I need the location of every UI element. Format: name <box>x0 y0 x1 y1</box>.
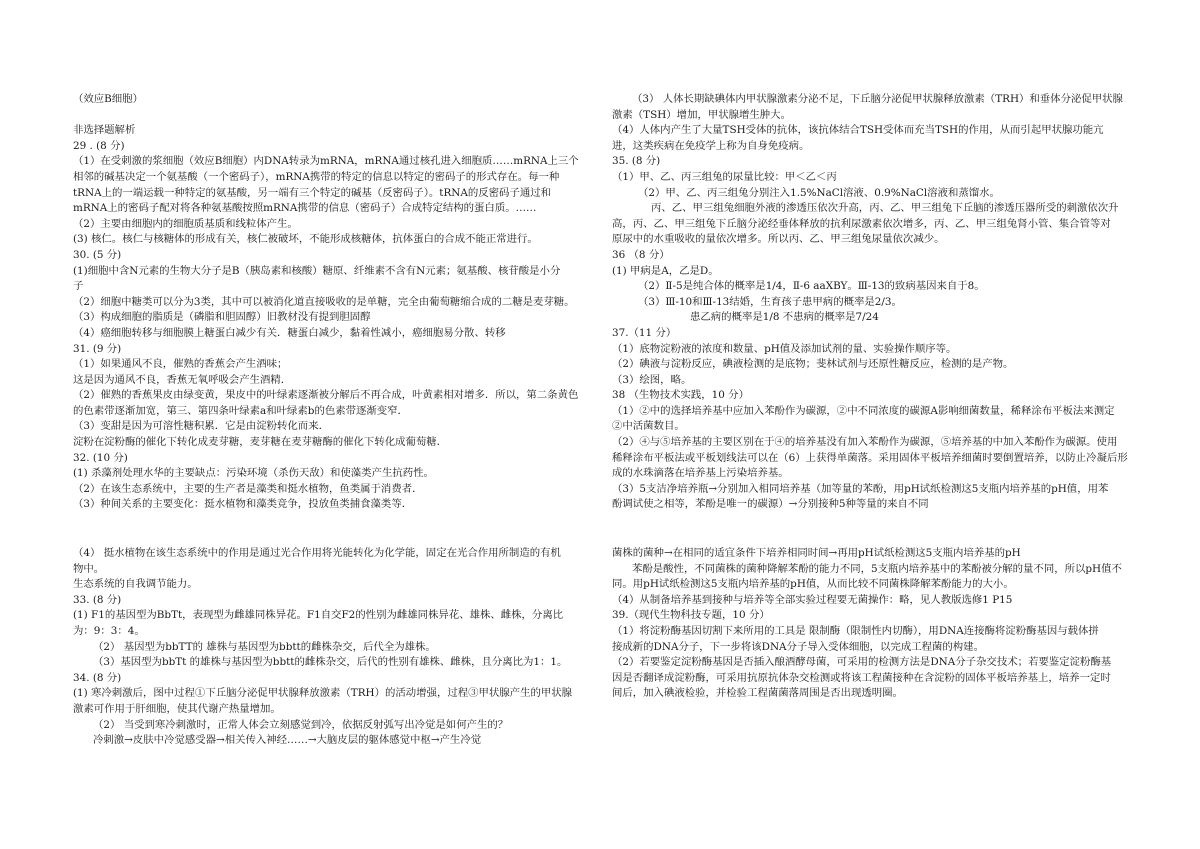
text-line: 相邻的碱基决定一个氨基酸（一个密码子），mRNA携带的特定的信息以特定的密码子的形式存在。每一种 <box>73 170 560 183</box>
text-line: （2） 当受到寒冷刺激时，正常人体会立刻感觉到冷，依据反射弧写出冷觉是如何产生的？ <box>93 718 509 731</box>
text-line: 接成新的DNA分子，下一步将该DNA分子导入受体细胞，以完成工程菌的构建。 <box>612 640 984 653</box>
text-line: （3）构成细胞的脂质是（磷脂和胆固醇）旧教材没有提到胆固醇 <box>73 311 371 324</box>
text-line: （2）④与⑤培养基的主要区别在于④的培养基没有加入苯酚作为碳源，⑤培养基的中加入苯酚作为碳源。使用 <box>612 436 1118 449</box>
text-line: （1）②中的选择培养基中应加入苯酚作为碳源，②中不同浓度的碳源A影响细菌数量，稀释涂布平板法来测定 <box>612 404 1115 417</box>
text-line: 因是否翻译成淀粉酶，可采用抗原抗体杂交检测或将该工程菌接种在含淀粉的固体平板培养基上，培养一定时 <box>612 671 1111 684</box>
text-line: （3）基因型为bbTt 的雄株与基因型为bbtt的雌株杂交，后代的性别有雄株、雌株，且分离比为1：1。 <box>93 656 568 669</box>
text-line: 39.（现代生物科技专题，10 分） <box>612 609 770 622</box>
text-line: 32. (10 分) <box>73 451 128 464</box>
text-line: （2）碘液与淀粉反应，碘液检测的是底物；斐林试剂与还原性糖反应，检测的是产物。 <box>612 358 1014 371</box>
text-line: 子 <box>73 280 84 293</box>
text-line: 29 . (8 分) <box>73 139 125 152</box>
top-left-column <box>73 92 593 513</box>
text-line: （1）将淀粉酶基因切割下来所用的工具是 限制酶（限制性内切酶），用DNA连接酶将淀粉酶基因与载体拼 <box>612 624 1099 637</box>
text-line: 38 （生物技术实践，10 分） <box>612 389 749 402</box>
text-line: （3）5支洁净培养瓶→分别加入相同培养基（加等量的苯酚，用pH试纸检测这5支瓶内培养基的pH值，用苯 <box>612 482 1109 495</box>
text-line: tRNA上的一端运载一种特定的氨基酸，另一端有三个特定的碱基（反密码子）。tRNA的反密码子通过和 <box>73 186 552 199</box>
text-line: ②中活菌数目。 <box>612 420 685 433</box>
text-line: （2）若要鉴定淀粉酶基因是否插入酿酒酵母菌，可采用的检测方法是DNA分子杂交技术；若要鉴定淀粉酶基 <box>612 656 1112 669</box>
text-line: 进，这类疾病在免疫学上称为自身免疫病。 <box>612 139 810 152</box>
text-line: （2）主要由细胞内的细胞质基质和线粒体产生。 <box>73 217 298 230</box>
text-line: （2） 基因型为bbTT的 雄株与基因型为bbtt的雌株杂交，后代全为雄株。 <box>93 640 436 653</box>
text-line: （1）在受刺激的浆细胞（效应B细胞）内DNA转录为mRNA，mRNA通过核孔进入细胞质……mRNA上三个 <box>73 155 579 168</box>
text-line: (1) 杀藻剂处理水华的主要缺点：污染环境（杀伤天敌）和使藻类产生抗药性。 <box>73 467 434 480</box>
text-line: 30. (5 分) <box>73 248 122 261</box>
text-line: （效应B细胞） <box>73 93 143 105</box>
text-line: （4） 挺水植物在该生态系统中的作用是通过光合作用将光能转化为化学能，固定在光合作用所制造的有机 <box>73 547 561 559</box>
text-line: （1）底物淀粉液的浓度和数量、pH值及添加试剂的量、实验操作顺序等。 <box>612 342 957 355</box>
text-line: （2）在该生态系统中，主要的生产者是藻类和挺水植物，鱼类属于消费者． <box>73 482 423 495</box>
text-line: (1) 甲病是A，乙是D。 <box>612 264 719 277</box>
text-line: 酚调试使之相等，苯酚是唯一的碳源）→分别接种5种等量的来自不同 <box>612 498 929 511</box>
text-line: 物中。 <box>73 562 105 575</box>
text-line: 35. (8 分) <box>612 155 661 168</box>
text-line: 31. (9 分) <box>73 342 122 355</box>
text-line: 37.（11 分） <box>612 326 677 339</box>
text-line: （3）Ⅲ-10和Ⅲ-13结婚，生育孩子患甲病的概率是2/3。 <box>638 295 902 308</box>
text-line: 苯酚是酸性，不同菌株的菌种降解苯酚的能力不同，5支瓶内培养基中的苯酚被分解的量不同，所以pH值不 <box>632 562 1122 575</box>
text-line: 同。用pH试纸检测这5支瓶内培养基的pH值，从而比较不同菌株降解苯酚能力的大小。 <box>612 578 1014 591</box>
text-line: (1) F1的基因型为BbTt，表现型为雌雄同株异花。F1自交F2的性别为雌雄同株异花、雄株、雌株，分离比 <box>73 609 564 622</box>
text-line: 非选择题解析 <box>73 124 136 137</box>
text-line: 成的水珠滴落在培养基上污染培养基。 <box>612 467 789 480</box>
text-line: 的色素带逐渐加宽，第三、第四条叶绿素a和叶绿素b的色素带逐渐变窄． <box>73 404 408 417</box>
text-line: （2）细胞中糖类可以分为3类，其中可以被消化道直接吸收的是单糖，完全由葡萄糖缩合成的二糖是麦芽糖。 <box>73 295 575 308</box>
text-line: 高，丙、乙、甲三组兔下丘脑分泌经垂体释放的抗利尿激素依次增多，丙、乙、甲三组兔肾小管、集合管等对 <box>612 217 1111 230</box>
text-line: 生态系统的自我调节能力。 <box>73 578 198 591</box>
text-line: （2）甲、乙、丙三组兔分别注入1.5%NaCl溶液、0.9%NaCl溶液和蒸馏水。 <box>638 186 1000 199</box>
text-line: 间后，加入碘液检验，并检验工程菌菌落周围是否出现透明圈。 <box>612 687 903 700</box>
text-line: 丙、乙、甲三组兔细胞外液的渗透压依次升高，丙、乙、甲三组兔下丘脑的渗透压器所受的刺激依次升 <box>651 202 1119 215</box>
text-line: mRNA上的密码子配对将各种氨基酸按照mRNA携带的信息（密码子）合成特定结构的蛋白质。…… <box>73 202 537 215</box>
text-line: (3) 核仁。核仁与核糖体的形成有关，核仁被破坏，不能形成核糖体，抗体蛋白的合成不能正常进行。 <box>73 233 538 246</box>
text-line: 原尿中的水重吸收的量依次增多。所以丙、乙、甲三组兔尿量依次减少。 <box>612 233 945 246</box>
text-line: （4）人体内产生了大量TSH受体的抗体，该抗体结合TSH受体而充当TSH的作用，从而引起甲状腺功能亢 <box>612 124 1104 137</box>
text-line: 36 （8 分） <box>612 248 670 261</box>
text-line: （3） 人体长期缺碘体内甲状腺激素分泌不足，下丘脑分泌促甲状腺释放激素（TRH）和垂体分泌促甲状腺 <box>632 93 1123 105</box>
text-line: 稀释涂布平板法或平板划线法可以在（6）上获得单菌落。采用固体平板培养细菌时要倒置培养，以防止冷凝后形 <box>612 451 1128 464</box>
top-right-column <box>612 92 1130 513</box>
text-line: （4）从制备培养基到接种与培养等全部实验过程要无菌操作：略，见人教版选修1 P15 <box>612 593 1013 606</box>
text-line: 为：9：3：4。 <box>73 624 145 637</box>
text-line: 34. (8 分) <box>73 671 122 684</box>
text-line: (1) 寒冷刺激后，图中过程①下丘脑分泌促甲状腺释放激素（TRH）的活动增强，过程③甲状腺产生的甲状腺 <box>73 687 573 700</box>
text-line: 菌株的菌种→在相同的适宜条件下培养相同时间→再用pH试纸检测这5支瓶内培养基的pH <box>612 547 1021 559</box>
text-line: (1)细胞中含N元素的生物大分子是B（胰岛素和核酸）糖原、纤维素不含有N元素；氨基酸、核苷酸是小分 <box>73 264 561 277</box>
text-line: 冷刺激→皮肤中冷觉感受器→相关传入神经……→大脑皮层的躯体感觉中枢→产生冷觉 <box>93 734 482 747</box>
bottom-right-column <box>612 546 1130 702</box>
text-line: （4）癌细胞转移与细胞膜上糖蛋白减少有关．糖蛋白减少，黏着性减小，癌细胞易分散、转移 <box>73 326 506 339</box>
text-line: （3）绘图，略。 <box>612 373 692 386</box>
text-line: （2）催熟的香蕉果皮由绿变黄，果皮中的叶绿素逐渐被分解后不再合成，叶黄素相对增多．所以，第二条黄色 <box>73 389 579 402</box>
bottom-left-column <box>73 546 593 749</box>
text-line: （1）如果通风不良，催熟的香蕉会产生酒味； <box>73 358 288 371</box>
text-line: （1）甲、乙、丙三组兔的尿量比较：甲＜乙＜丙 <box>612 170 837 183</box>
text-line: （3）变甜是因为可溶性糖积累．它是由淀粉转化而来． <box>73 420 329 433</box>
text-line: 33. (8 分) <box>73 593 122 606</box>
text-line: 激素可作用于肝细胞，使其代谢产热量增加。 <box>73 702 281 715</box>
text-line: （3）种间关系的主要变化：挺水植物和藻类竞争，投放鱼类捕食藻类等． <box>73 498 413 511</box>
text-line: 患乙病的概率是1/8 不患病的概率是7/24 <box>690 311 879 324</box>
blank-line <box>73 108 593 124</box>
text-line: （2）Ⅱ-5是纯合体的概率是1/4，Ⅱ-6 aaXBY。Ⅲ-13的致病基因来自于8。 <box>638 280 985 293</box>
text-line: 淀粉在淀粉酶的催化下转化成麦芽糖，麦芽糖在麦芽糖酶的催化下转化成葡萄糖． <box>73 436 448 449</box>
text-line: 激素（TSH）增加，甲状腺增生肿大。 <box>612 108 791 121</box>
text-line: 这是因为通风不良，香蕉无氧呼吸会产生酒精． <box>73 373 292 386</box>
